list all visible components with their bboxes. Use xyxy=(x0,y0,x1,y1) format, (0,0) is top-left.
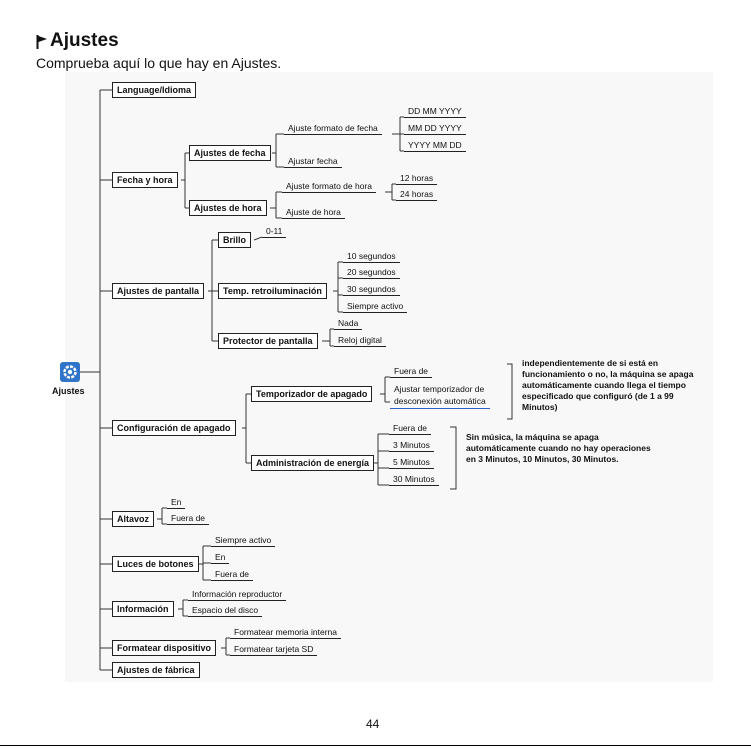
leaf-24-horas: 24 horas xyxy=(396,189,437,201)
leaf-altavoz-fuera-de: Fuera de xyxy=(167,513,209,525)
leaf-formatear-sd: Formatear tarjeta SD xyxy=(230,644,317,656)
node-protector-pantalla: Protector de pantalla xyxy=(218,333,318,349)
leaf-ajustar-fecha: Ajustar fecha xyxy=(284,156,342,168)
leaf-30-segundos: 30 segundos xyxy=(343,284,400,296)
node-brillo: Brillo xyxy=(218,232,251,248)
node-ajustes-hora: Ajustes de hora xyxy=(189,200,267,216)
node-temp-retroiluminacion: Temp. retroiluminación xyxy=(218,283,327,299)
leaf-ajustar-temporizador xyxy=(390,383,490,409)
leaf-brillo-rango: 0-11 xyxy=(262,226,286,238)
node-fecha-hora: Fecha y hora xyxy=(112,172,178,188)
node-language: Language/Idioma xyxy=(112,82,196,98)
node-informacion: Información xyxy=(112,601,174,617)
leaf-espacio-disco: Espacio del disco xyxy=(188,605,262,617)
root-node-label: Ajustes xyxy=(52,386,85,396)
node-formatear: Formatear dispositivo xyxy=(112,640,216,656)
node-temporizador-apagado: Temporizador de apagado xyxy=(251,386,372,402)
leaf-5-minutos: 5 Minutos xyxy=(389,457,434,469)
node-administracion-energia: Administración de energía xyxy=(251,455,374,471)
leaf-20-segundos: 20 segundos xyxy=(343,267,400,279)
leaf-mm-dd-yyyy: MM DD YYYY xyxy=(404,123,466,135)
gear-icon xyxy=(60,362,80,382)
leaf-luces-siempre-activo: Siempre activo xyxy=(211,535,275,547)
leaf-yyyy-mm-dd: YYYY MM DD xyxy=(404,140,466,152)
ajustar-temporizador-line2: desconexión automática xyxy=(394,396,486,406)
leaf-nada: Nada xyxy=(334,318,362,330)
leaf-ajuste-hora: Ajuste de hora xyxy=(282,207,345,219)
leaf-formatear-interna: Formatear memoria interna xyxy=(230,627,341,639)
node-altavoz: Altavoz xyxy=(112,511,154,527)
leaf-30-minutos: 30 Minutos xyxy=(389,474,439,486)
node-luces-botones: Luces de botones xyxy=(112,556,199,572)
node-configuracion-apagado: Configuración de apagado xyxy=(112,420,236,436)
node-ajustes-pantalla: Ajustes de pantalla xyxy=(112,283,204,299)
leaf-info-reproductor: Información reproductor xyxy=(188,589,286,601)
note-temporizador: independientemente de si está en funcionamiento o no, la máquina se apaga automáticamente cuando llega el tiempo especificado que configuró (de 1 a 99 Minutos) xyxy=(522,358,694,412)
leaf-luces-en: En xyxy=(211,552,229,564)
leaf-siempre-activo: Siempre activo xyxy=(343,301,407,313)
leaf-formato-hora: Ajuste formato de hora xyxy=(282,181,376,193)
leaf-dd-mm-yyyy: DD MM YYYY xyxy=(404,106,466,118)
note-energia: Sin música, la máquina se apaga automáticamente cuando no hay operaciones en 3 Minutos, 10 Minutos, 30 Minutos. xyxy=(466,432,651,464)
page-subtitle: Comprueba aquí lo que hay en Ajustes. xyxy=(36,55,282,71)
page-number: 44 xyxy=(366,717,380,731)
leaf-formato-fecha: Ajuste formato de fecha xyxy=(284,123,382,135)
node-ajustes-fecha: Ajustes de fecha xyxy=(189,145,271,161)
ajustar-temporizador-line1: Ajustar temporizador de xyxy=(394,384,485,394)
footer-divider xyxy=(0,745,751,746)
leaf-luces-fuera-de: Fuera de xyxy=(211,569,253,581)
leaf-temporizador-fuera-de: Fuera de xyxy=(390,366,432,378)
page-title: Ajustes xyxy=(50,30,119,51)
leaf-3-minutos: 3 Minutos xyxy=(389,440,434,452)
leaf-10-segundos: 10 segundos xyxy=(343,251,400,263)
leaf-reloj-digital: Reloj digital xyxy=(334,335,386,347)
leaf-energia-fuera-de: Fuera de xyxy=(389,423,431,435)
leaf-altavoz-en: En xyxy=(167,497,185,509)
leaf-12-horas: 12 horas xyxy=(396,173,437,185)
node-ajustes-fabrica: Ajustes de fábrica xyxy=(112,662,200,678)
